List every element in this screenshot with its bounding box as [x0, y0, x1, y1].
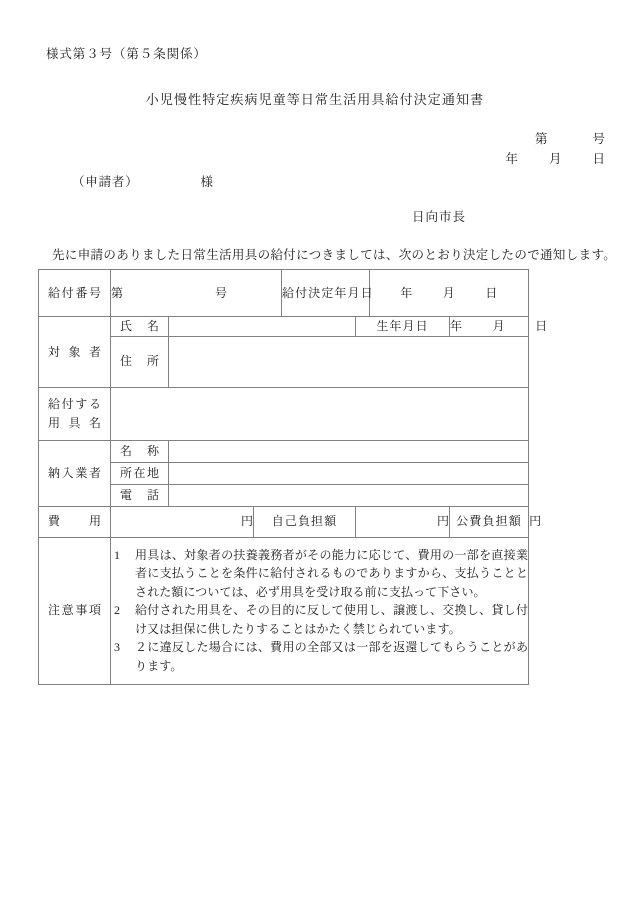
table-row-target-person-address [39, 336, 529, 387]
document-number-line [535, 129, 606, 147]
decision-date-month: 月 [442, 285, 456, 300]
benefit-number-field[interactable] [111, 270, 282, 317]
note-text: 用具は、対象者の扶養義務者がその能力に応じて、費用の一部を直接業者に支払うことを条件に給付されるものでありますから、支払うこととされた額については、必ず用具を受け取る前に支払って下さい。 [135, 547, 529, 599]
self-pay-unit: 円 [437, 514, 450, 529]
note-item [111, 546, 528, 602]
table-row-equipment [39, 387, 529, 440]
target-person-label: 対象者 [39, 317, 111, 388]
cost-total-unit: 円 [240, 514, 253, 529]
note-number: 1 [114, 547, 120, 562]
birth-date-field[interactable] [450, 317, 548, 337]
decision-date-year: 年 [400, 285, 413, 300]
birth-date-label: 生年月日 [356, 317, 450, 337]
benefit-number-suffix: 号 [215, 285, 228, 300]
equipment-value[interactable] [111, 387, 529, 440]
document-date-line [505, 149, 606, 167]
supplier-phone-value[interactable] [169, 484, 529, 506]
notes-label: 注意事項 [39, 537, 111, 684]
table-row-supplier-location [39, 462, 529, 484]
note-number: 2 [114, 603, 120, 618]
benefit-number-prefix: 第 [111, 285, 124, 300]
table-row-supplier-name [39, 440, 529, 462]
decision-date-day: 日 [485, 285, 498, 300]
supplier-name-label: 名称 [111, 440, 169, 462]
note-item [111, 601, 528, 638]
benefit-decision-table [38, 269, 548, 685]
target-address-label: 住所 [111, 336, 169, 387]
addressee-line [72, 172, 214, 190]
document-date-month: 月 [548, 152, 563, 166]
birth-date-month: 月 [492, 319, 506, 333]
supplier-phone-label: 電話 [111, 484, 169, 506]
supplier-label: 納入業者 [39, 440, 111, 506]
table-row-target-person-name [39, 317, 529, 337]
birth-date-year: 年 [450, 319, 463, 333]
addressee-honorific: 様 [200, 175, 214, 189]
document-date-year: 年 [505, 152, 519, 166]
supplier-name-value[interactable] [169, 440, 529, 462]
table-row-benefit-number [39, 270, 529, 317]
addressee-applicant-label: （申請者） [72, 175, 139, 189]
document-number-prefix: 第 [534, 132, 549, 146]
equipment-label-line2: 用具名 [48, 415, 101, 430]
birth-date-day: 日 [535, 319, 548, 333]
note-text: 給付された用具を、その目的に反して使用し、譲渡し、交換し、貸し付け又は担保に供したりすることはかたく禁じられています。 [135, 603, 529, 636]
page-title: 小児慢性特定疾病児童等日常生活用具給付決定通知書 [145, 92, 485, 107]
note-item [111, 638, 528, 675]
target-name-label: 氏名 [111, 317, 169, 337]
target-address-value[interactable] [169, 336, 529, 387]
cost-label: 費用 [39, 506, 111, 537]
document-number-suffix: 号 [592, 132, 606, 146]
public-pay-label: 公費負担額 [450, 506, 529, 537]
form-code: 様式第３号（第５条関係） [46, 47, 207, 61]
cost-total-field[interactable] [111, 506, 254, 537]
lead-paragraph: 先に申請のありました日常生活用具の給付につきましては、次のとおり決定したので通知します。 [52, 248, 617, 262]
issuer-name: 日向市長 [412, 210, 467, 224]
equipment-label [39, 387, 111, 440]
note-text: ２に違反した場合には、費用の全部又は一部を返還してもらうことがあります。 [135, 640, 529, 674]
table-row-notes [39, 537, 529, 684]
decision-date-field[interactable] [370, 270, 529, 317]
self-pay-label: 自己負担額 [254, 506, 356, 537]
supplier-location-label: 所在地 [111, 462, 169, 484]
benefit-number-label: 給付番号 [39, 270, 111, 317]
note-number: 3 [114, 640, 120, 655]
supplier-location-value[interactable] [169, 462, 529, 484]
document-date-day: 日 [592, 152, 606, 166]
notes-content [111, 537, 529, 684]
table-row-supplier-phone [39, 484, 529, 506]
target-name-value[interactable] [169, 317, 356, 337]
equipment-label-line1: 給付する [48, 397, 101, 411]
table-row-cost [39, 506, 529, 537]
self-pay-field[interactable] [356, 506, 450, 537]
decision-date-label: 給付決定年月日 [282, 270, 370, 317]
public-pay-unit: 円 [529, 514, 542, 529]
